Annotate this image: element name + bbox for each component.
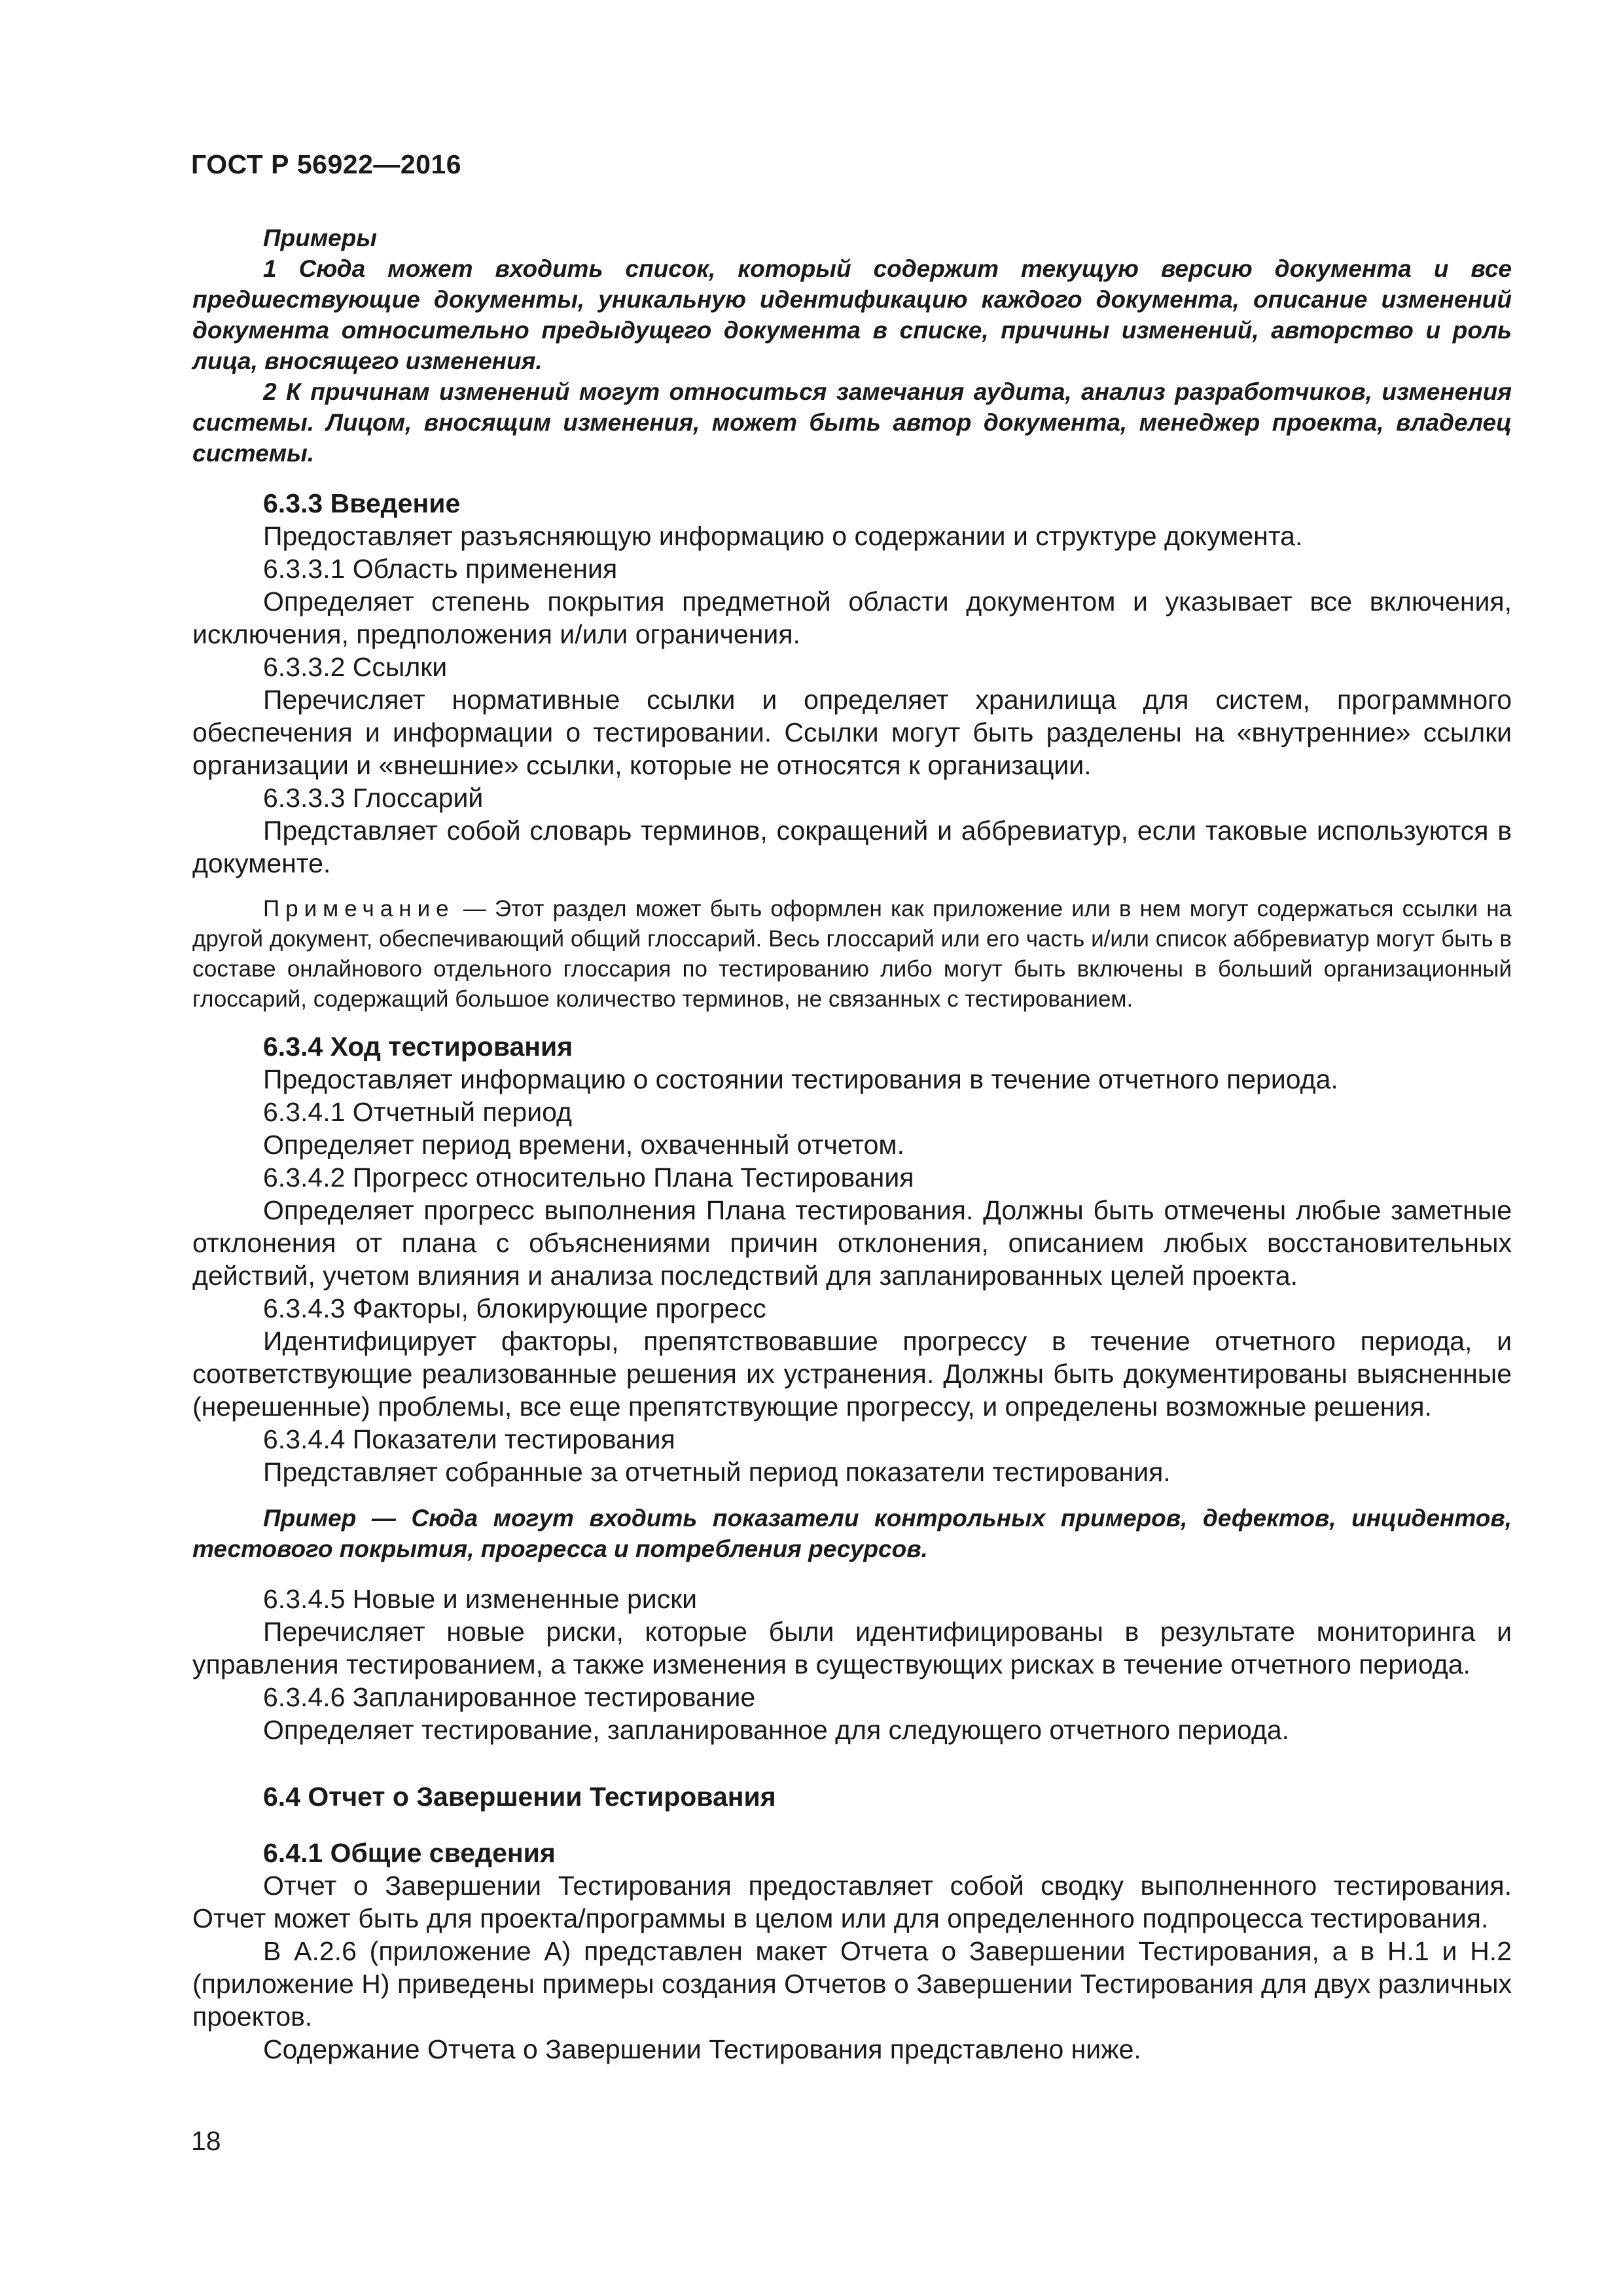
paragraph: Определяет тестирование, запланированное для следующего отчетного периода. bbox=[263, 1715, 1290, 1745]
subsection-title: 6.3.3.1 Область применения bbox=[263, 554, 618, 584]
paragraph: Перечисляет новые риски, которые были идентифицированы в результате мониторинга и управления тестированием, а также изменения в существующих рисках в течение отчетного периода. bbox=[192, 1617, 1512, 1679]
paragraph: Определяет степень покрытия предметной области документом и указывает все включения, исключения, предположения и/или ограничения. bbox=[192, 586, 1512, 649]
subsection-title: 6.3.4.4 Показатели тестирования bbox=[263, 1424, 675, 1454]
note bbox=[192, 894, 1512, 1014]
document-header: ГОСТ Р 56922—2016 bbox=[191, 149, 462, 179]
example-text: Пример — Сюда могут входить показатели контрольных примеров, дефектов, инцидентов, тестового покрытия, прогресса и потребления ресурсов. bbox=[192, 1505, 1512, 1562]
examples-title: Примеры bbox=[263, 224, 377, 251]
subsection-title: 6.3.4.3 Факторы, блокирующие прогресс bbox=[263, 1293, 766, 1323]
note-text: — Этот раздел может быть оформлен как приложение или в нем могут содержаться ссылки на другой документ, обеспечивающий общий глоссарий. Весь глоссарий или его часть и/или список аббревиатур могут быть в составе онлайнового отдельного глоссария по тестированию либо могут быть включены в больший организационный глоссарий, содержащий большое количество терминов, не связанных с тестированием. bbox=[192, 896, 1512, 1012]
note-heading: Примечание bbox=[263, 896, 455, 922]
paragraph: Предоставляет информацию о состоянии тестирования в течение отчетного периода. bbox=[263, 1064, 1338, 1094]
paragraph: Предоставляет разъясняющую информацию о содержании и структуре документа. bbox=[263, 521, 1303, 551]
paragraph: В А.2.6 (приложение А) представлен макет Отчета о Завершении Тестирования, а в Н.1 и Н.2 (приложение Н) приведены примеры создания Отчетов о Завершении Тестирования для двух различных проектов. bbox=[192, 1936, 1512, 2032]
paragraph: Перечисляет нормативные ссылки и определяет хранилища для систем, программного обеспечения и информации о тестировании. Ссылки могут быть разделены на «внутренние» ссылки организации и «внешние» ссылки, которые не относятся к организации. bbox=[192, 685, 1512, 780]
section-heading: 6.4.1 Общие сведения bbox=[263, 1838, 556, 1868]
paragraph: Отчет о Завершении Тестирования предоставляет собой сводку выполненного тестирования. Отчет может быть для проекта/программы в целом или для определенного подпроцесса тестирования. bbox=[192, 1871, 1512, 1933]
example-item: 2 К причинам изменений могут относиться замечания аудита, анализ разработчиков, изменения системы. Лицом, вносящим изменения, может быть автор документа, менеджер проекта, владелец системы. bbox=[192, 378, 1512, 467]
paragraph: Содержание Отчета о Завершении Тестирования представлено ниже. bbox=[263, 2034, 1141, 2064]
paragraph: Идентифицирует факторы, препятствовавшие прогрессу в течение отчетного периода, и соответствующие реализованные решения их устранения. Должны быть документированы выясненные (нерешенные) проблемы, все еще препятствующие прогрессу, и определены возможные решения. bbox=[192, 1326, 1512, 1422]
subsection-title: 6.3.4.2 Прогресс относительно Плана Тестирования bbox=[263, 1162, 914, 1193]
examples-block bbox=[192, 223, 1512, 469]
paragraph: Определяет период времени, охваченный отчетом. bbox=[263, 1130, 904, 1160]
example-block bbox=[192, 1503, 1512, 1564]
subsection-title: 6.3.3.2 Ссылки bbox=[263, 652, 448, 682]
example-item: 1 Сюда может входить список, который содержит текущую версию документа и все предшествующие документы, уникальную идентификацию каждого документа, описание изменений документа относительно предыдущего документа в списке, причины изменений, авторство и роль лица, вносящего изменения. bbox=[192, 255, 1512, 374]
subsection-title: 6.3.3.3 Глоссарий bbox=[263, 783, 484, 813]
paragraph: Определяет прогресс выполнения Плана тестирования. Должны быть отмечены любые заметные отклонения от плана с объяснениями причин отклонения, описанием любых восстановительных действий, учетом влияния и анализа последствий для запланированных целей проекта. bbox=[192, 1195, 1512, 1291]
subsection-title: 6.3.4.1 Отчетный период bbox=[263, 1097, 572, 1127]
subsection-title: 6.3.4.6 Запланированное тестирование bbox=[263, 1682, 756, 1712]
subsection-title: 6.3.4.5 Новые и измененные риски bbox=[263, 1584, 698, 1614]
section-heading: 6.3.3 Введение bbox=[263, 488, 461, 518]
paragraph: Представляет собой словарь терминов, сокращений и аббревиатур, если таковые используются в документе. bbox=[192, 816, 1512, 878]
page-number: 18 bbox=[191, 2126, 221, 2156]
page-content bbox=[192, 223, 1512, 2066]
section-heading: 6.4 Отчет о Завершении Тестирования bbox=[263, 1782, 776, 1812]
section-heading: 6.3.4 Ход тестирования bbox=[263, 1031, 573, 1062]
paragraph: Представляет собранные за отчетный период показатели тестирования. bbox=[263, 1457, 1171, 1487]
